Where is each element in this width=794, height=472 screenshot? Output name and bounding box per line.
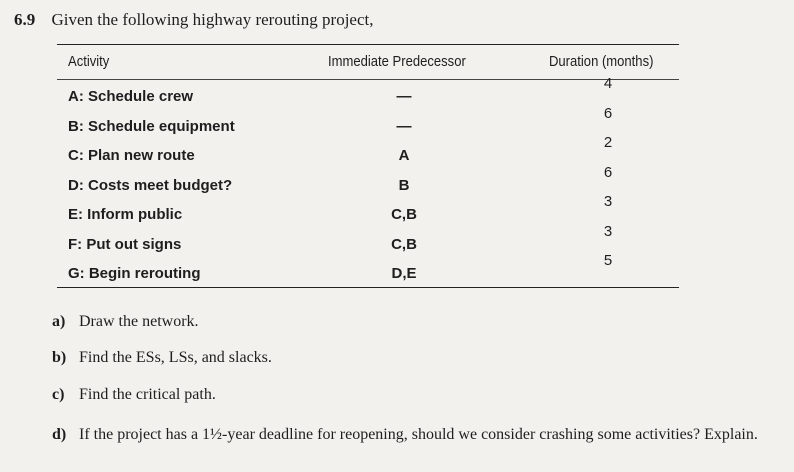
duration-cell: 4	[603, 75, 613, 92]
question-letter: c)	[52, 386, 65, 403]
table-row	[57, 75, 679, 110]
question-letter: a)	[52, 313, 66, 330]
predecessor-cell: —	[396, 117, 412, 135]
activity-cell: E: Inform public	[68, 206, 183, 223]
duration-cell: 2	[603, 134, 613, 151]
predecessor-cell: D,E	[391, 265, 417, 282]
question-b	[52, 349, 272, 367]
table-row	[57, 134, 679, 169]
table-row	[57, 163, 679, 199]
table-row	[57, 104, 679, 140]
header-duration: Duration (months)	[549, 54, 654, 70]
activity-cell: A: Schedule crew	[68, 88, 194, 105]
predecessor-cell: A	[398, 147, 410, 164]
predecessor-cell: C,B	[391, 235, 417, 253]
duration-cell: 3	[603, 222, 613, 240]
table-row	[57, 252, 679, 287]
activity-cell: C: Plan new route	[68, 147, 195, 164]
activity-cell: D: Costs meet budget?	[68, 176, 233, 194]
predecessor-cell: C,B	[391, 206, 417, 223]
question-letter: b)	[52, 349, 67, 366]
predecessor-cell: —	[396, 88, 412, 105]
table-row	[57, 222, 679, 258]
duration-cell: 5	[603, 252, 613, 269]
predecessor-cell: B	[398, 176, 410, 194]
activity-table	[57, 44, 679, 288]
question-text: If the project has a 1½-year deadline for reopening, should we consider crashing some activities? Explain.	[79, 426, 758, 443]
question-a	[52, 313, 199, 331]
question-c	[52, 386, 216, 404]
duration-cell: 6	[603, 104, 613, 122]
question-text: Draw the network.	[79, 313, 199, 330]
duration-cell: 6	[603, 163, 613, 181]
problem-number: 6.9	[14, 10, 36, 29]
header-predecessor: Immediate Predecessor	[328, 54, 466, 70]
problem-statement: Given the following highway rerouting project,	[51, 10, 374, 29]
activity-cell: B: Schedule equipment	[68, 117, 235, 135]
activity-cell: F: Put out signs	[68, 235, 182, 253]
question-text: Find the critical path.	[79, 386, 216, 403]
header-activity: Activity	[68, 54, 110, 70]
question-text: Find the ESs, LSs, and slacks.	[79, 349, 272, 366]
problem-heading	[14, 10, 373, 30]
question-d	[52, 424, 788, 446]
question-letter: d)	[52, 426, 67, 443]
duration-cell: 3	[603, 193, 613, 210]
table-row	[57, 193, 679, 228]
table-header	[57, 45, 679, 80]
activity-cell: G: Begin rerouting	[68, 265, 201, 282]
